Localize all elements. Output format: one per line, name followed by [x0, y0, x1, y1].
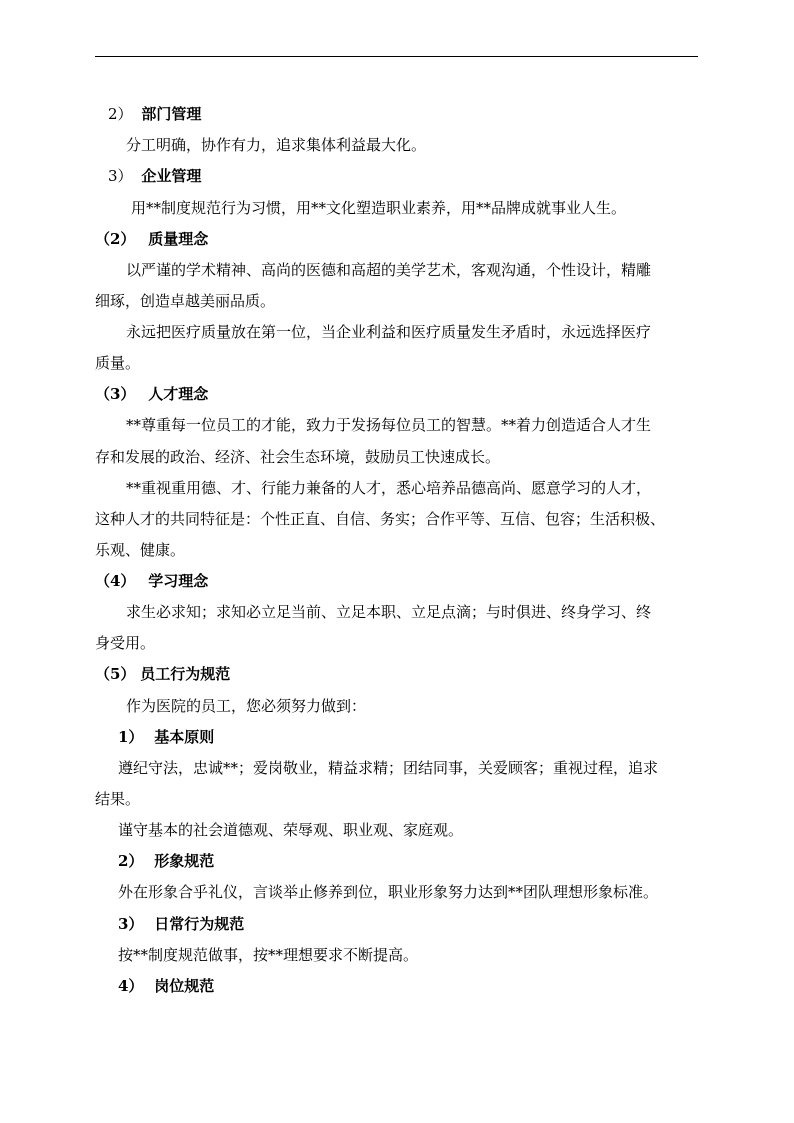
heading-title: 质量理念	[148, 230, 209, 248]
heading-number: （3）	[95, 385, 136, 403]
paragraph-line: 细琢，创造卓越美丽品质。	[95, 292, 276, 310]
paragraph-line: 这种人才的共同特征是：个性正直、自信、务实；合作平等、互信、包容；生活积极、	[95, 510, 666, 528]
heading-number: 2）	[108, 105, 133, 123]
heading-number: 2）	[118, 852, 144, 870]
heading-number: 4）	[118, 977, 144, 995]
paragraph-line: 谨守基本的社会道德观、荣辱观、职业观、家庭观。	[118, 821, 464, 839]
heading-learning-concept	[95, 571, 208, 591]
heading-title: 日常行为规范	[154, 915, 245, 933]
paragraph-line: **重视重用德、才、行能力兼备的人才，悉心培养品德高尚、愿意学习的人才，	[126, 479, 652, 497]
heading-number: 1）	[118, 728, 144, 746]
heading-title: 员工行为规范	[140, 665, 231, 683]
heading-enterprise-management	[108, 166, 201, 186]
heading-number: （2）	[95, 230, 136, 248]
paragraph-line: 以严谨的学术精神、高尚的医德和高超的美学艺术，客观沟通，个性设计，精雕	[126, 261, 652, 279]
paragraph-line: 分工明确，协作有力，追求集体利益最大化。	[126, 136, 427, 154]
heading-number: （5）	[95, 665, 136, 683]
heading-title: 部门管理	[141, 105, 202, 123]
heading-daily-conduct	[118, 914, 244, 934]
paragraph-line: 求生必求知；求知必立足当前、立足本职、立足点滴；与时俱进、终身学习、终	[126, 603, 652, 621]
heading-title: 形象规范	[154, 852, 215, 870]
header-rule	[95, 56, 698, 57]
paragraph-line: 用**制度规范行为习惯，用**文化塑造职业素养，用**品牌成就事业人生。	[131, 199, 627, 217]
heading-title: 企业管理	[141, 167, 202, 185]
heading-staff-conduct	[95, 664, 230, 684]
heading-number: 3）	[108, 167, 133, 185]
heading-title: 岗位规范	[154, 977, 215, 995]
heading-title: 人才理念	[148, 385, 209, 403]
paragraph-line: 作为医院的员工，您必须努力做到：	[126, 697, 367, 715]
paragraph-line: 按**制度规范做事，按**理想要求不断提高。	[118, 946, 419, 964]
heading-basic-principles	[118, 727, 214, 747]
paragraph-line: **尊重每一位员工的才能，致力于发扬每位员工的智慧。**着力创造适合人才生	[126, 416, 652, 434]
paragraph-line: 遵纪守法，忠诚**；爱岗敬业，精益求精；团结同事，关爱顾客；重视过程，追求	[118, 759, 659, 777]
heading-quality-concept	[95, 229, 208, 249]
heading-dept-management	[108, 104, 201, 124]
heading-title: 基本原则	[154, 728, 215, 746]
heading-post-standards	[118, 976, 214, 996]
paragraph-line: 结果。	[95, 790, 141, 808]
paragraph-line: 质量。	[95, 354, 141, 372]
paragraph-line: 存和发展的政治、经济、社会生态环境，鼓励员工快速成长。	[95, 448, 501, 466]
paragraph-line: 外在形象合乎礼仪，言谈举止修养到位，职业形象努力达到**团队理想形象标准。	[118, 883, 659, 901]
heading-number: 3）	[118, 915, 144, 933]
heading-title: 学习理念	[148, 572, 209, 590]
heading-number: （4）	[95, 572, 136, 590]
paragraph-line: 永远把医疗质量放在第一位，当企业利益和医疗质量发生矛盾时，永远选择医疗	[126, 323, 652, 341]
paragraph-line: 乐观、健康。	[95, 541, 186, 559]
heading-talent-concept	[95, 384, 208, 404]
heading-image-standards	[118, 851, 214, 871]
paragraph-line: 身受用。	[95, 634, 156, 652]
